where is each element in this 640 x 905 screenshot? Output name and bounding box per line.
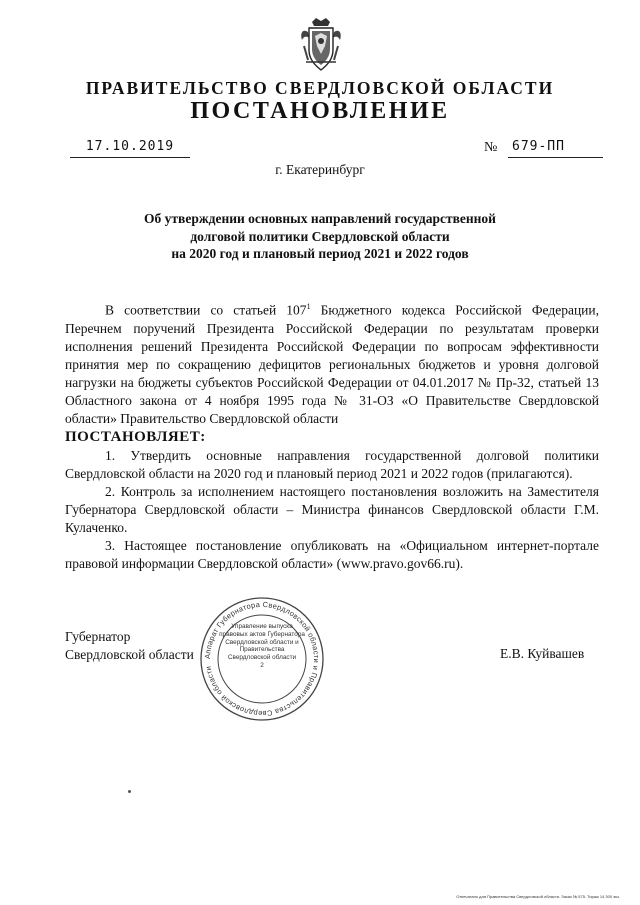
stamp-center-text <box>218 623 306 670</box>
document-body <box>65 298 599 573</box>
stamp-number: 2 <box>260 661 264 669</box>
signatory-name: Е.В. Куйвашев <box>500 646 585 661</box>
article-superscript: 1 <box>306 302 311 311</box>
organization-title: ПРАВИТЕЛЬСТВО СВЕРДЛОВСКОЙ ОБЛАСТИ <box>85 78 555 98</box>
document-date: 17.10.2019 <box>85 139 175 154</box>
preamble-rest: Бюджетного кодекса Российской Федерации, Перечнем поручений Президента Российской Федерации по результатам проверки исполнения решений Президента Российской Федерации по вопросам эффективности принятия мер по сокращению дефицитов региональных бюджетов и уровня долговой нагрузки на бюджеты субъектов Российской Федерации от 04.01.2017 № Пр-32, статьей 13 Областного закона от 4 ноября 1995 года № 31-ОЗ «О Правительстве Свердловской области» Правительство Свердловской области <box>65 302 599 426</box>
subject-line-1: Об утверждении основных направлений государственной <box>144 211 496 226</box>
item-2: 2. Контроль за исполнением настоящего постановления возложить на Заместителя Губернатора Свердловской области – Министра финансов Свердловской области Г.М. Кулаченко. <box>65 483 599 535</box>
stamp-center-label: Управление выпуска правовых актов Губернатора Свердловской области и Правительства Свердловской области <box>219 623 305 662</box>
preamble-paragraph <box>65 298 599 428</box>
resolves-heading: ПОСТАНОВЛЯЕТ: <box>65 428 206 445</box>
item-1: 1. Утвердить основные направления государственной долговой политики Свердловской области на 2020 год и плановый период 2021 и 2022 годов (прилагаются). <box>65 447 599 481</box>
margin-dot <box>128 790 131 793</box>
stamp-ring-text: Аппарат Губернатора Свердловской области и Правительства Свердловской области <box>202 599 322 719</box>
number-underline <box>508 157 603 158</box>
item-3: 3. Настоящее постановление опубликовать на «Официальном интернет-портале правовой информации Свердловской области» (www.pravo.gov66.ru). <box>65 537 599 571</box>
position-line-1: Губернатор <box>65 629 131 644</box>
document-number: 679-ПП <box>512 139 565 154</box>
date-underline <box>70 157 190 158</box>
document-subject <box>60 210 580 263</box>
coat-of-arms-icon <box>298 16 344 74</box>
document-type: ПОСТАНОВЛЕНИЕ <box>190 98 450 124</box>
signatory-position <box>65 628 194 664</box>
position-line-2: Свердловской области <box>65 647 194 662</box>
number-sign: № <box>484 140 498 155</box>
city: г. Екатеринбург <box>275 162 365 177</box>
subject-line-2: долговой политики Свердловской области <box>190 228 450 244</box>
subject-line-3: на 2020 год и плановый период 2021 и 2022 годов <box>171 246 469 261</box>
print-footer: Отпечатано для Правительства Свердловской области. Заказ № 575. Тираж 14 300 экз. <box>456 894 620 899</box>
preamble-start: В соответствии со статьей 107 <box>105 302 307 318</box>
